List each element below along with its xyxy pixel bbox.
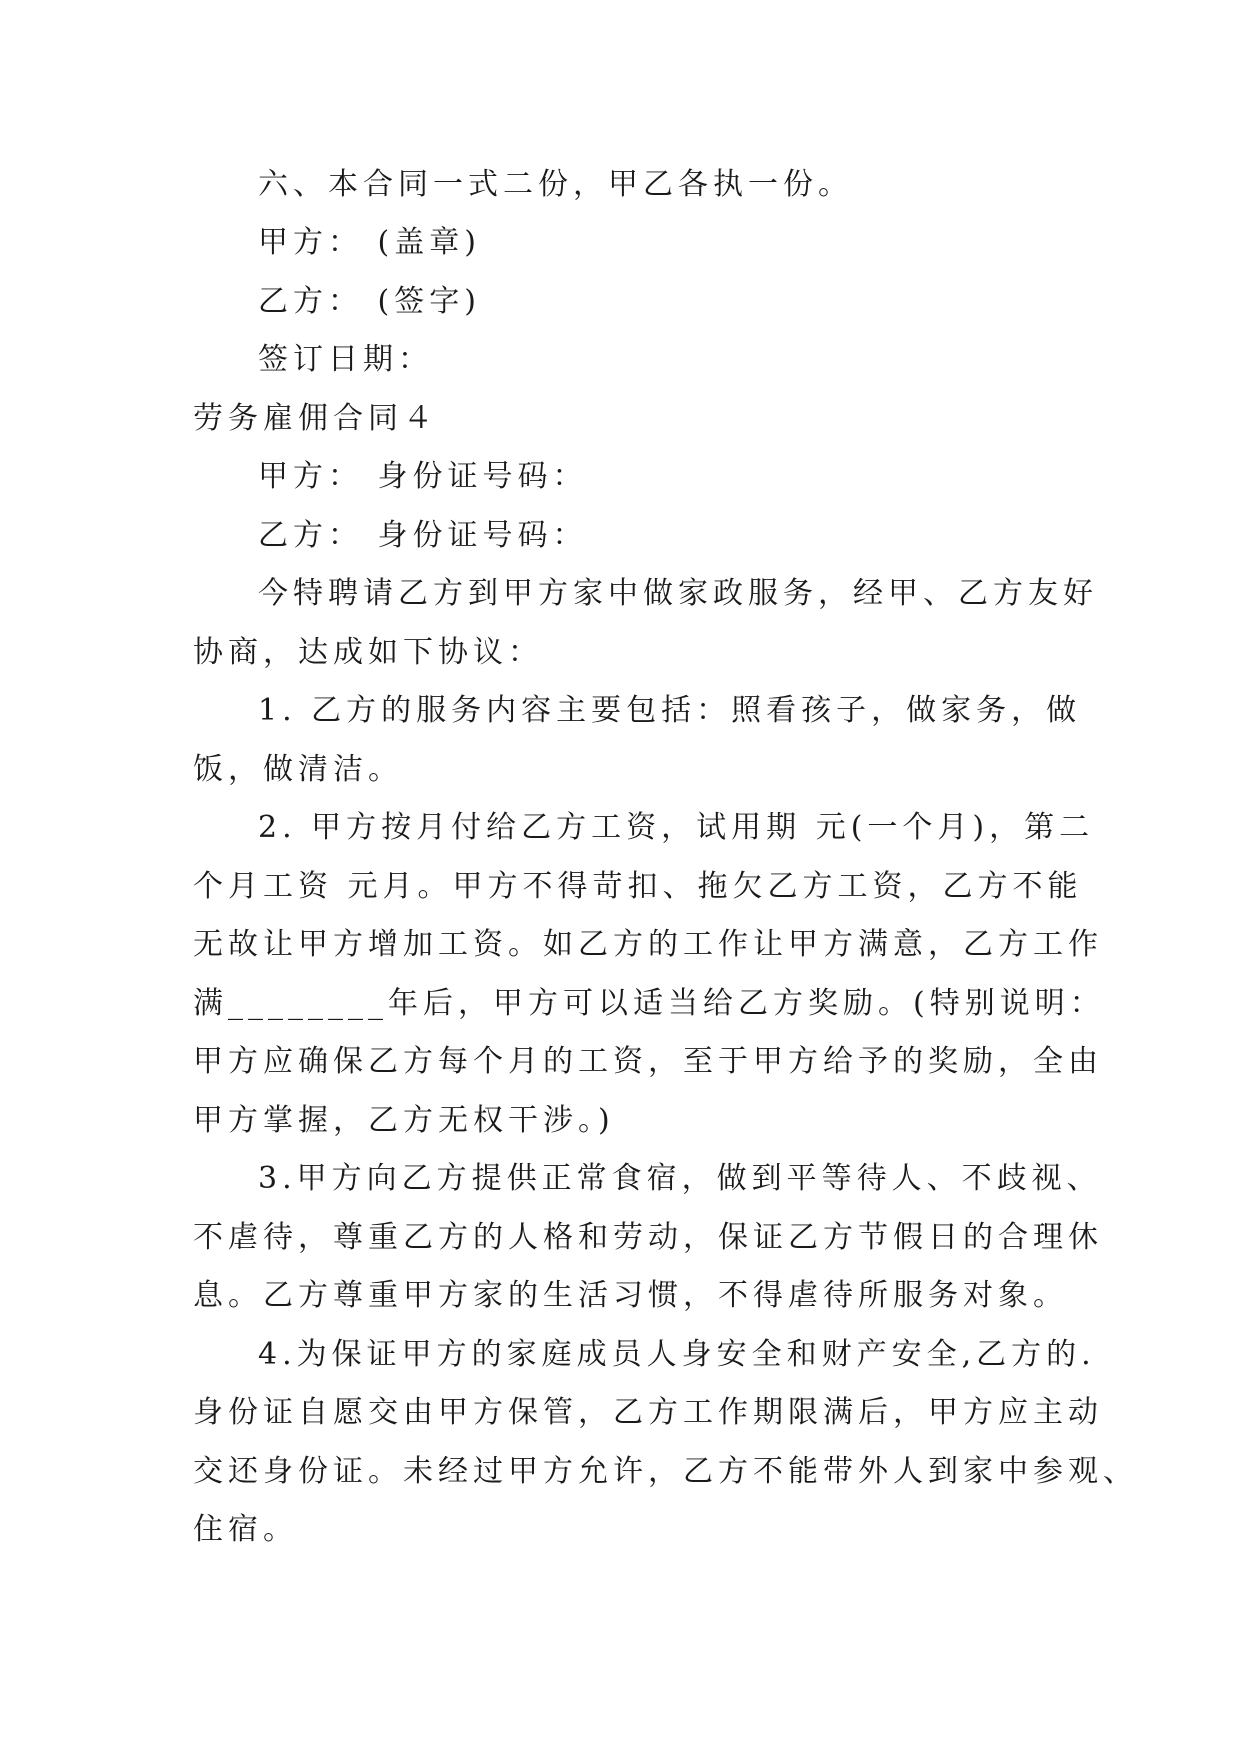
clause2-line-3: 无故让甲方增加工资。如乙方的工作让甲方满意，乙方工作 <box>193 927 1103 962</box>
clause2-line-5: 甲方应确保乙方每个月的工资，至于甲方给予的奖励，全由 <box>193 1044 1103 1079</box>
clause3-line-3: 息。乙方尊重甲方家的生活习惯，不得虐待所服务对象。 <box>193 1278 1068 1313</box>
clause3-line-1: 3.甲方向乙方提供正常食宿，做到平等待人、不歧视、 <box>258 1161 1102 1196</box>
sign-date-line: 签订日期： <box>258 342 433 377</box>
party-a-signature-line: 甲方： (盖章) <box>258 225 481 260</box>
intro-line-1: 今特聘请乙方到甲方家中做家政服务，经甲、乙方友好 <box>258 576 1098 611</box>
clause2-line-1: 2. 甲方按月付给乙方工资，试用期 元(一个月)，第二 <box>258 810 1095 845</box>
clause1-line-1: 1. 乙方的服务内容主要包括：照看孩子，做家务，做 <box>258 693 1082 728</box>
clause4-line-4: 住宿。 <box>193 1512 298 1547</box>
clause2-line-2: 个月工资 元月。甲方不得苛扣、拖欠乙方工资，乙方不能 <box>193 869 1083 904</box>
contract-title: 劳务雇佣合同４ <box>193 401 438 436</box>
party-a-id-line: 甲方： 身份证号码： <box>258 459 588 494</box>
clause4-line-2: 身份证自愿交由甲方保管，乙方工作期限满后，甲方应主动 <box>193 1395 1103 1430</box>
party-b-id-line: 乙方： 身份证号码： <box>258 518 588 553</box>
party-b-signature-line: 乙方： (签字) <box>258 284 481 319</box>
intro-line-2: 协商，达成如下协议： <box>193 635 543 670</box>
clause4-line-1: 4.为保证甲方的家庭成员人身安全和财产安全,乙方的. <box>258 1337 1096 1372</box>
clause2-line-6: 甲方掌握，乙方无权干涉。) <box>193 1103 615 1138</box>
clause4-line-3: 交还身份证。未经过甲方允许，乙方不能带外人到家中参观、 <box>193 1454 1138 1489</box>
clause3-line-2: 不虐待，尊重乙方的人格和劳动，保证乙方节假日的合理休 <box>193 1220 1103 1255</box>
clause1-line-2: 饭，做清洁。 <box>193 752 403 787</box>
closing-copies-clause: 六、本合同一式二份，甲乙各执一份。 <box>258 167 853 202</box>
clause2-line-4: 满________年后，甲方可以适当给乙方奖励。(特别说明： <box>193 986 1105 1021</box>
